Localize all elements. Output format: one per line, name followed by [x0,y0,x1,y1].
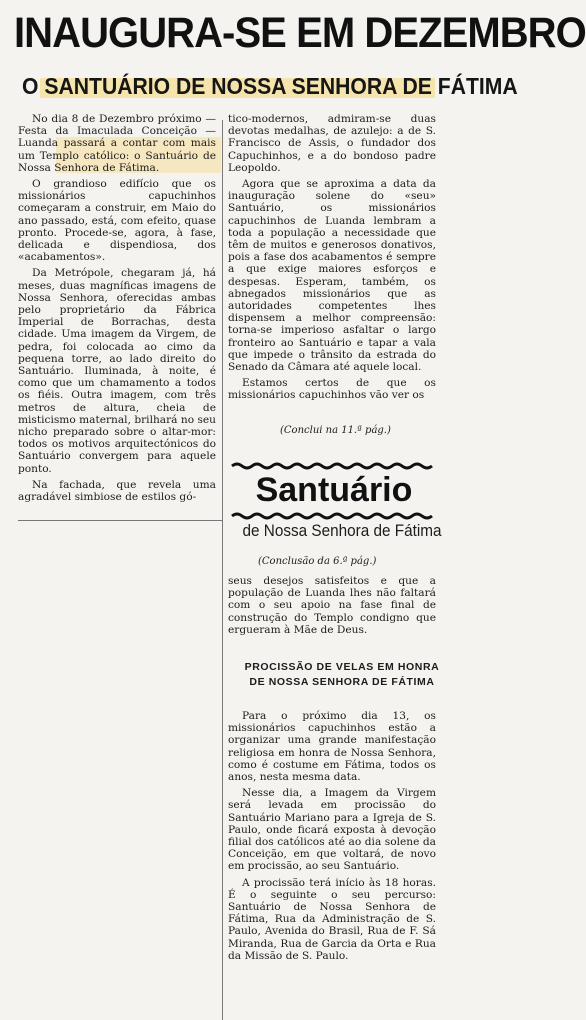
continuation-note: (Conclui na 11.ª pág.) [280,425,391,436]
wavy-border-icon [232,462,432,470]
paragraph: A procissão terá início às 18 horas. É o seguinte o seu percurso: Santuário de Nossa Senhora de Fátima, Rua da Administração de S. Paulo, Avenida do Brasil, Rua de F. Sá Miranda, Rua de Garcia da Orta e Rua da Missão de S. Paulo. [228,876,436,962]
section-heading: PROCISSÃO DE VELAS EM HONRA DE NOSSA SENHORA DE FÁTIMA [244,661,440,688]
paragraph: O grandioso edifício que os missionários capuchinhos começaram a construir, em Maio do ano passado, está, com efeito, quase pronto. Procede-se, agora, à fase, delicada e dispendiosa, dos «acabamentos». [18,178,216,264]
column-end-rule [18,520,222,521]
paragraph: seus desejos satisfeitos e que a população de Luanda lhes não faltará com o seu apoio na fase final de construção do Templo condigno que ergueram à Mãe de Deus. [228,575,436,636]
paragraph: Estamos certos de que os missionários capuchinhos vão ver os [228,377,436,402]
article-column-4 [228,710,436,966]
continuation-subtitle: de Nossa Senhora de Fátima [242,521,442,540]
paragraph: tico-modernos, admiram-se duas devotas medalhas, de azulejo: a de S. Francisco de Assis, o fundador dos Capuchinhos, e a do bondoso padre Leopoldo. [228,113,436,174]
paragraph: Para o próximo dia 13, os missionários capuchinhos estão a organizar uma grande manifestação religiosa em honra de Nossa Senhora, como é costume em Fátima, todos os anos, nesta mesma data. [228,710,436,784]
article-column-1 [18,113,216,507]
article-column-2 [228,113,436,406]
paragraph: No dia 8 de Dezembro próximo — Festa da Imaculada Conceição — Luanda passará a contar com mais um Templo católico: o Santuário de Nossa Senhora de Fátima. [18,113,216,174]
column-rule [222,120,223,1020]
paragraph: Agora que se aproxima a data da inauguração solene do «seu» Santuário, os missionários capuchinhos de Luanda lembram a toda a população a necessidade que têm de muitos e generosos donativos, pois a fase dos acabamentos é sempre a que exige maiores esforços e despesas. Esperam, também, os abnegados missionários que as autoridades competentes lhes dispensem a melhor compreensão: torna-se imperioso asfaltar o largo fronteiro ao Santuário e tapar a vala que impede o trânsito da estrada do Senado da Câmara até aquele local. [228,178,436,374]
subheadline: O SANTUÁRIO DE NOSSA SENHORA DE FÁTIMA [22,73,518,99]
paragraph: Da Metrópole, chegaram já, há meses, duas magníficas imagens de Nossa Senhora, oferecidas ambas pelo proprietário da Fábrica Imperial de Borrachas, desta cidade. Uma imagem da Virgem, de pedra, foi colocada ao cimo da pequena torre, ao lado direito do Santuário. Iluminada, à noite, é como que um chamamento a todos os fiéis. Outra imagem, com três metros de altura, cheia de misticismo maternal, brilhará no seu nicho preparado sobre o altar-mor: todos os motivos arquitectónicos do Santuário convergem para aquele ponto. [18,267,216,475]
paragraph: Nesse dia, a Imagem da Virgem será levada em procissão do Santuário Mariano para a Igreja de S. Paulo, onde ficará exposta à devoção filial dos católicos até ao dia solene da Conceição, em que voltará, de novo em procissão, ao seu Santuário. [228,787,436,873]
continuation-title: Santuário [255,471,413,509]
wavy-border-icon [232,512,432,520]
paragraph: Na fachada, que revela uma agradável simbiose de estilos gó- [18,478,216,504]
continuation-note: (Conclusão da 6.ª pág.) [258,556,377,567]
article-continuation [228,575,436,640]
headline: INAUGURA-SE EM DEZEMBRO [14,9,586,57]
